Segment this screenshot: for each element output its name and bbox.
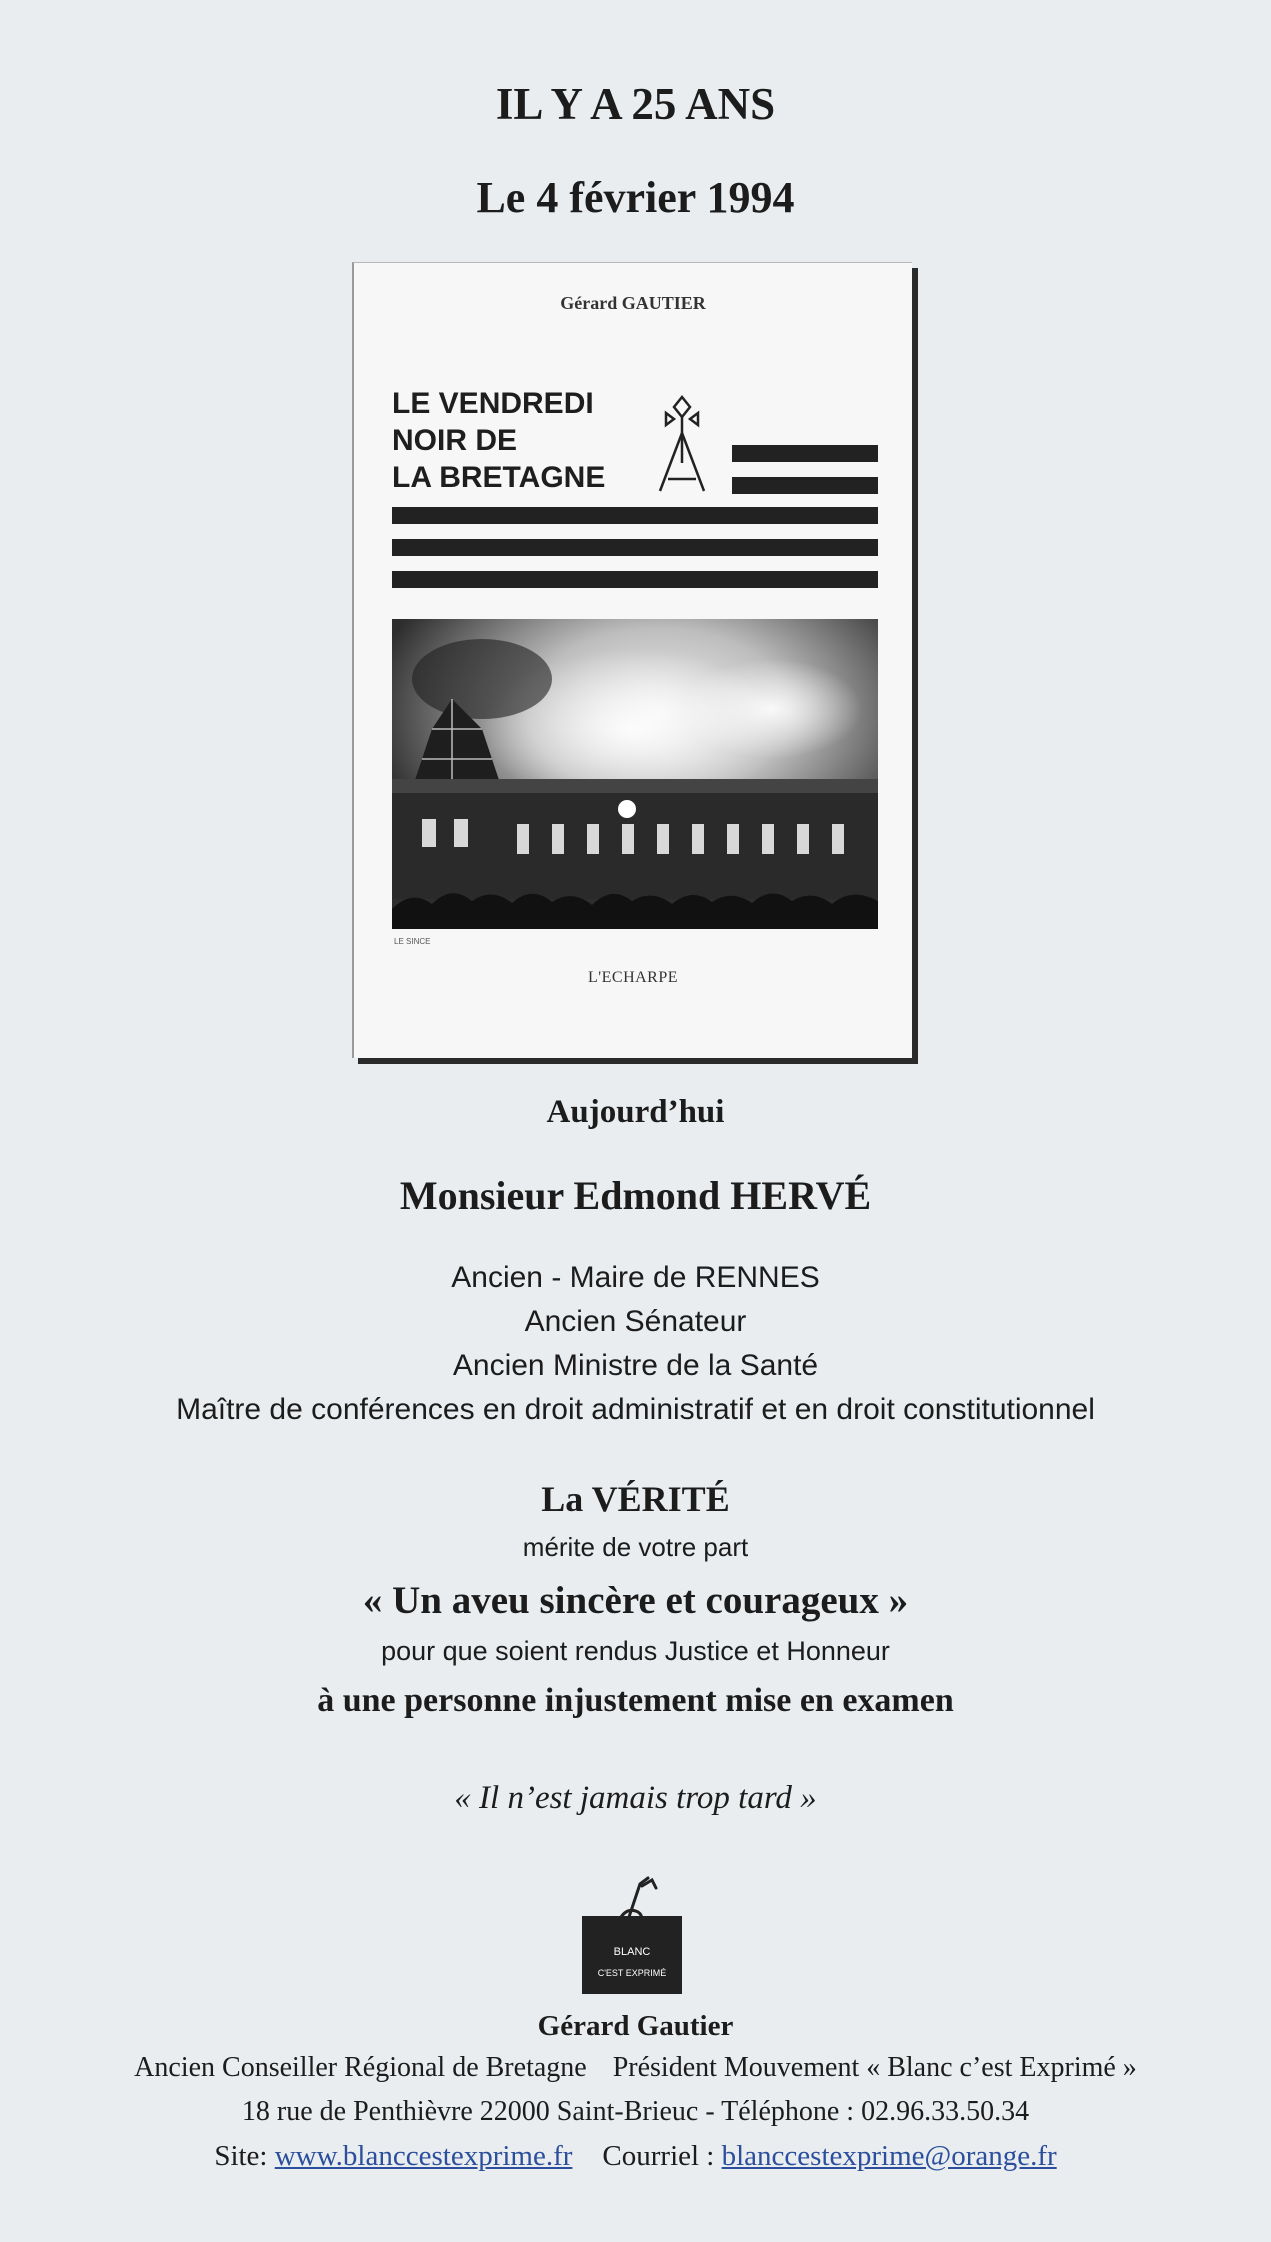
mail-label: Courriel : xyxy=(602,2140,715,2172)
book-title xyxy=(392,385,605,496)
site-label: Site: xyxy=(214,2140,268,2172)
book-title-line: LA BRETAGNE xyxy=(392,461,606,494)
signature-name: Gérard Gautier xyxy=(537,2010,734,2042)
book-cover xyxy=(352,262,912,1058)
addressee-titles xyxy=(0,1256,1271,1432)
header-line-1: IL Y A 25 ANS xyxy=(495,79,776,129)
contact-line xyxy=(0,2140,1271,2173)
burning-parliament-photo xyxy=(392,619,878,929)
addressee-name: Monsieur Edmond HERVÉ xyxy=(399,1173,872,1218)
flag-stripe xyxy=(392,571,878,588)
title-line: Ancien Sénateur xyxy=(524,1305,747,1338)
role-left: Ancien Conseiller Régional de Bretagne xyxy=(134,2052,587,2083)
blanc-cest-exprime-logo xyxy=(582,1876,684,1996)
ermine-icon xyxy=(654,393,710,497)
closing-quote: « Il n’est jamais trop tard » xyxy=(454,1780,817,1816)
title-line: Ancien Ministre de la Santé xyxy=(452,1349,819,1382)
header-date: Le 4 février 1994 xyxy=(476,173,795,222)
signature-roles xyxy=(0,2052,1271,2084)
logo-text: C'EST EXPRIMÉ xyxy=(597,1968,667,1978)
truth-heading: La VÉRITÉ xyxy=(541,1479,730,1519)
book-title-line: LE VENDREDI xyxy=(392,387,594,420)
role-right: Président Mouvement « Blanc c’est Exprimé » xyxy=(612,2052,1137,2083)
flag-stripe xyxy=(732,445,878,462)
title-line: Maître de conférences en droit administratif et en droit constitutionnel xyxy=(176,1393,1095,1426)
person-line: à une personne injustement mise en examen xyxy=(317,1682,954,1719)
avowal-line: « Un aveu sincère et courageux » xyxy=(362,1579,909,1622)
flag-stripe xyxy=(392,539,878,556)
email-link[interactable]: blanccestexprime@orange.fr xyxy=(721,2140,1057,2172)
site-link[interactable]: www.blanccestexprime.fr xyxy=(274,2140,573,2172)
book-title-line: NOIR DE xyxy=(392,424,518,457)
logo-text: BLANC xyxy=(613,1946,651,1958)
today-label: Aujourd’hui xyxy=(546,1094,725,1130)
address-line: 18 rue de Penthièvre 22000 Saint-Brieuc - Téléphone : 02.96.33.50.34 xyxy=(241,2096,1030,2127)
justice-line: pour que soient rendus Justice et Honneur xyxy=(381,1636,890,1666)
title-line: Ancien - Maire de RENNES xyxy=(451,1261,820,1294)
book-author: Gérard GAUTIER xyxy=(560,293,706,313)
flag-stripe xyxy=(392,507,878,524)
merits-line: mérite de votre part xyxy=(522,1532,749,1562)
flag-stripe xyxy=(732,477,878,494)
book-publisher: L'ECHARPE xyxy=(587,969,679,986)
photo-caption: LE SINCE xyxy=(394,937,431,946)
